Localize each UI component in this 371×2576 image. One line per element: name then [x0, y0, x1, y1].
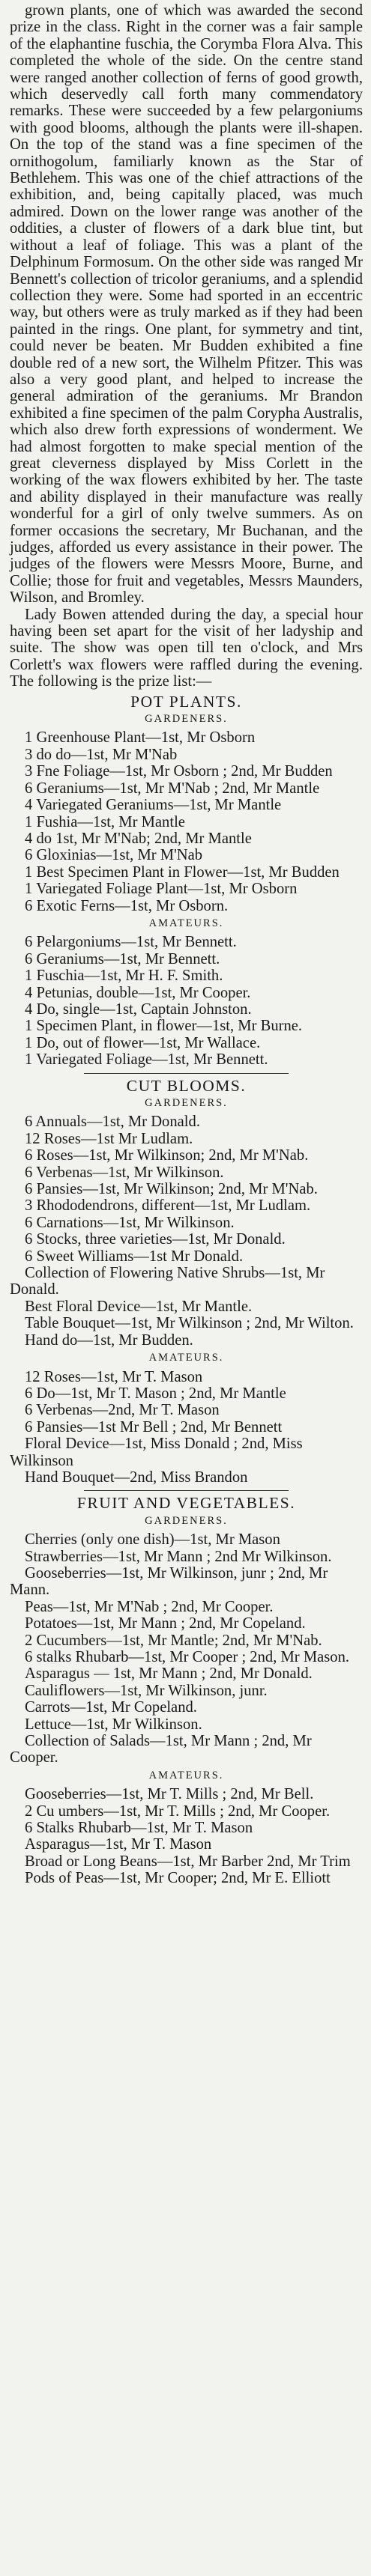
prize-entry: Gooseberries—1st, Mr T. Mills ; 2nd, Mr Bell. — [25, 1786, 314, 1803]
prize-entry: 1 Do, out of flower—1st, Mr Wallace. — [25, 1034, 261, 1051]
section-heading: CUT BLOOMS. — [126, 1076, 247, 1095]
prize-entry: Best Floral Device—1st, Mr Mantle. — [25, 1298, 253, 1315]
prize-entry: 3 Rhododendrons, different—1st, Mr Ludlam. — [25, 1197, 311, 1215]
section-heading: POT PLANTS. — [130, 692, 242, 711]
prize-entry: 2 Cucumbers—1st, Mr Mantle; 2nd, Mr M'Nab. — [25, 1632, 322, 1649]
prize-entry: 3 Fne Foliage—1st, Mr Osborn ; 2nd, Mr Budden — [25, 763, 333, 780]
group-heading: AMATEURS. — [148, 917, 224, 929]
prize-entry: Collection of Flowering Native Shrubs—1st, Mr Donald. — [10, 1265, 325, 1298]
prize-entry: 4 Petunias, double—1st, Mr Cooper. — [25, 984, 251, 1001]
prize-entry: 6 Pansies—1st Mr Bell ; 2nd, Mr Bennett — [25, 1418, 283, 1436]
group-heading: AMATEURS. — [148, 1352, 224, 1364]
prize-entry: 6 Gloxinias—1st, Mr M'Nab — [25, 847, 203, 864]
prize-entry: 6 Stocks, three varieties—1st, Mr Donald. — [25, 1231, 286, 1248]
group-heading: AMATEURS. — [148, 1769, 224, 1781]
prize-entry: Cauliflowers—1st, Mr Wilkinson, junr. — [25, 1682, 268, 1699]
section-divider — [84, 1073, 289, 1074]
prize-entry: 1 Fuschia—1st, Mr H. F. Smith. — [25, 967, 223, 985]
group-heading: GARDENERS. — [145, 713, 228, 726]
prize-entry: Table Bouquet—1st, Mr Wilkinson ; 2nd, Mr Wilton. — [25, 1315, 354, 1332]
prize-entry: 12 Roses—1st Mr Ludlam. — [25, 1130, 193, 1147]
prize-entry: 1 Specimen Plant, in flower—1st, Mr Burne. — [25, 1018, 303, 1035]
prize-entry: Broad or Long Beans—1st, Mr Barber 2nd, Mr Trim — [25, 1853, 351, 1870]
prize-section-fruit-vegetables — [10, 1495, 363, 1886]
intro-paragraph: Lady Bowen attended during the day, a special hour having been set apart for the visit of her ladyship and suite. The show was open till ten o'clock, and Mrs Corlett's wax flowers were raffled during the evening. The following is the prize list:— — [10, 606, 363, 690]
prize-entry: Asparagus—1st, Mr T. Mason — [25, 1836, 212, 1853]
prize-entry: 6 Annuals—1st, Mr Donald. — [25, 1114, 200, 1131]
prize-entry: 6 stalks Rhubarb—1st, Mr Cooper ; 2nd, Mr Mason. — [25, 1649, 350, 1665]
prize-entry: 1 Variegated Foliage Plant—1st, Mr Osborn — [25, 881, 298, 898]
prize-entry: 1 Variegated Foliage—1st, Mr Bennett. — [25, 1051, 268, 1069]
prize-entry: Pods of Peas—1st, Mr Cooper; 2nd, Mr E. Elliott — [25, 1870, 331, 1887]
intro-paragraph: grown plants, one of which was awarded the second prize in the class. Right in the corner was a fair sample of the elaphantine fuschia, the Corymba Flora Alva. This completed the whole of the side. On the centre stand were ranged another collection of ferns of good growth, which deservedly call forth many commendatory remarks. These were succeeded by a few pelargoniums with good blooms, although the plants were ill-shapen. On the top of the stand was a fine specimen of the ornithogolum, familiarly known as the Star of Bethlehem. This was one of the chief attractions of the exhibition, and, being capitally placed, was much admired. Down on the lower range was another of the oddities, a cluster of flowers of a dark blue tint, but without a leaf of foliage. This was a plant of the Delphinum Formosum. On the other side was ranged Mr Bennett's collection of tricolor geraniums, and a splendid collection they were. Some had sported in an eccentric way, but others were as truly marked as if they had been painted in the rings. One plant, for symmetry and tint, could never be beaten. Mr Budden exhibited a fine double red of a new sort, the Wilhelm Pfitzer. This was also a very good plant, and helped to increase the general admiration of the geraniums. Mr Brandon exhibited a fine specimen of the palm Corypha Australis, which also drew forth expressions of wonderment. We had almost forgotten to make special mention of the great cleverness displayed by Miss Corlett in the working of the wax flowers exhibited by her. The taste and ability displayed in their manufacture was really wonderful for a girl of only twelve summers. As on former occasions the secretary, Mr Buchanan, and the judges, afforded us every assistance in their power. The judges of the flowers were Messrs Moore, Burne, and Collie; those for fruit and vegetables, Messrs Maunders, Wilson, and Bromley. — [10, 2, 363, 607]
prize-entry: 1 Greenhouse Plant—1st, Mr Osborn — [25, 729, 256, 747]
prize-entry: 4 Variegated Geraniums—1st, Mr Mantle — [25, 797, 282, 814]
prize-entry: Potatoes—1st, Mr Mann ; 2nd, Mr Copeland. — [25, 1615, 306, 1632]
article-body — [10, 2, 363, 1887]
group-heading: GARDENERS. — [145, 1097, 228, 1109]
prize-entry: Carrots—1st, Mr Copeland. — [25, 1699, 197, 1716]
prize-entry: Gooseberries—1st, Mr Wilkinson, junr ; 2nd, Mr Mann. — [10, 1564, 328, 1599]
prize-entry: 6 Verbenas—1st, Mr Wilkinson. — [25, 1164, 224, 1181]
prize-entry: Peas—1st, Mr M'Nab ; 2nd, Mr Cooper. — [25, 1598, 274, 1615]
prize-entry: 6 Exotic Ferns—1st, Mr Osborn. — [25, 897, 229, 914]
prize-entry: 6 Stalks Rhubarb—1st, Mr T. Mason — [25, 1820, 253, 1837]
prize-entry: 1 Fushia—1st, Mr Mantle — [25, 813, 185, 830]
prize-entry: 6 Carnations—1st, Mr Wilkinson. — [25, 1214, 235, 1231]
prize-entry: 12 Roses—1st, Mr T. Mason — [25, 1368, 203, 1385]
prize-section-cut-blooms — [10, 1078, 363, 1486]
prize-entry: 6 Geraniums—1st, Mr M'Nab ; 2nd, Mr Mantle — [25, 780, 320, 797]
prize-entry: 6 Sweet Williams—1st Mr Donald. — [25, 1248, 244, 1265]
prize-entry: Hand Bouquet—2nd, Miss Brandon — [25, 1468, 248, 1486]
prize-entry: 1 Best Specimen Plant in Flower—1st, Mr Budden — [25, 863, 340, 881]
prize-entry: Asparagus — 1st, Mr Mann ; 2nd, Mr Donald. — [25, 1665, 313, 1683]
prize-section-pot-plants — [10, 693, 363, 1069]
prize-entry: 6 Do—1st, Mr T. Mason ; 2nd, Mr Mantle — [25, 1385, 286, 1402]
prize-entry: Floral Device—1st, Miss Donald ; 2nd, Miss Wilkinson — [10, 1436, 303, 1469]
prize-entry: 4 Do, single—1st, Captain Johnston. — [25, 1000, 252, 1018]
prize-entry: Hand do—1st, Mr Budden. — [25, 1331, 193, 1349]
prize-entry: 6 Verbenas—2nd, Mr T. Mason — [25, 1402, 220, 1419]
prize-entry: 6 Pelargoniums—1st, Mr Bennett. — [25, 934, 237, 951]
section-divider — [84, 1490, 289, 1491]
section-heading: FRUIT AND VEGETABLES. — [76, 1494, 296, 1513]
prize-entry: 3 do do—1st, Mr M'Nab — [25, 746, 178, 763]
prize-entry: 6 Geraniums—1st, Mr Bennett. — [25, 950, 220, 967]
group-heading: GARDENERS. — [145, 1514, 228, 1527]
prize-entry: Lettuce—1st, Mr Wilkinson. — [25, 1716, 202, 1733]
prize-entry: Strawberries—1st, Mr Mann ; 2nd Mr Wilkinson. — [25, 1548, 332, 1565]
prize-entry: 6 Roses—1st, Mr Wilkinson; 2nd, Mr M'Nab. — [25, 1147, 309, 1164]
prize-entry: 4 do 1st, Mr M'Nab; 2nd, Mr Mantle — [25, 830, 252, 847]
prize-entry: 2 Cu umbers—1st, Mr T. Mills ; 2nd, Mr Cooper. — [25, 1802, 331, 1820]
prize-entry: Cherries (only one dish)—1st, Mr Mason — [25, 1531, 280, 1549]
prize-entry: Collection of Salads—1st, Mr Mann ; 2nd, Mr Cooper. — [10, 1733, 312, 1767]
prize-entry: 6 Pansies—1st, Mr Wilkinson; 2nd, Mr M'Nab. — [25, 1181, 318, 1198]
